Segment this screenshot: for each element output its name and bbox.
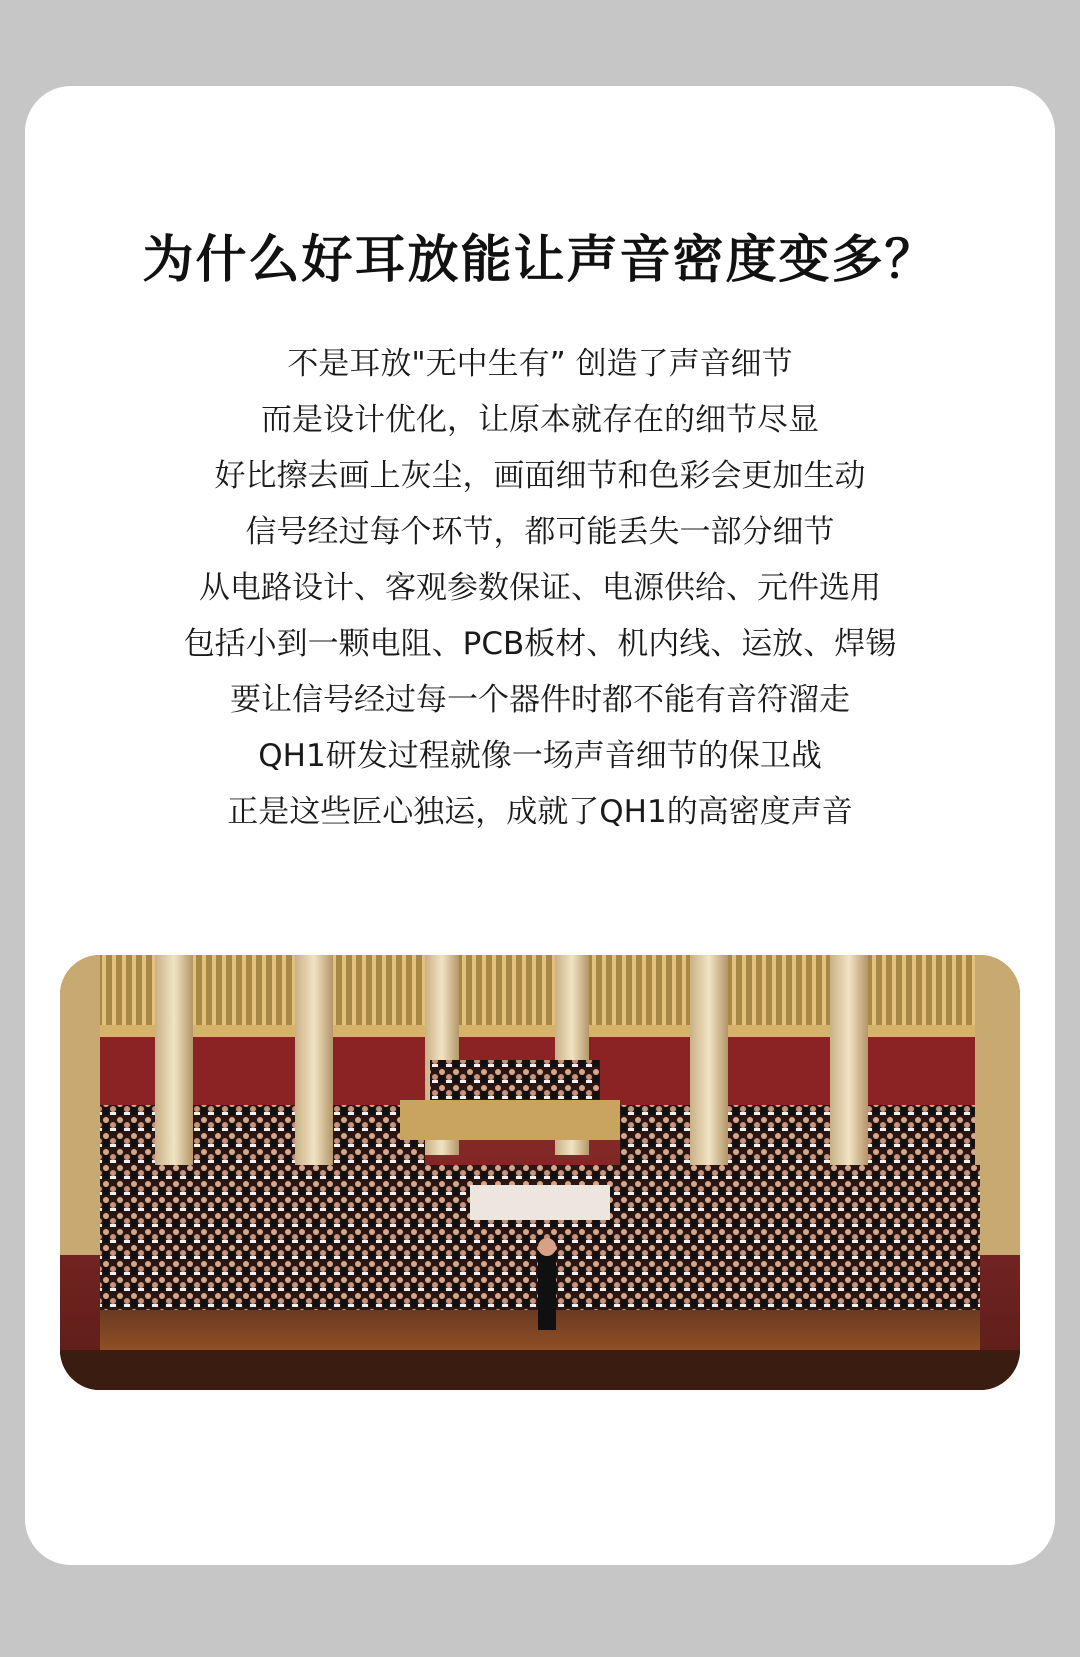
description-line: QH1研发过程就像一场声音细节的保卫战 bbox=[258, 738, 822, 774]
description-line: 不是耳放"无中生有” 创造了声音细节 bbox=[287, 346, 793, 382]
description-line: 正是这些匠心独运，成就了QH1的高密度声音 bbox=[227, 794, 853, 830]
description-line: 好比擦去画上灰尘，画面细节和色彩会更加生动 bbox=[214, 458, 866, 494]
orchestra-photo bbox=[60, 955, 1020, 1390]
page-title: 为什么好耳放能让声音密度变多？ bbox=[142, 231, 938, 290]
description-line: 从电路设计、客观参数保证、电源供给、元件选用 bbox=[199, 570, 881, 606]
description-text bbox=[0, 336, 1080, 840]
description-line: 要让信号经过每一个器件时都不能有音符溜走 bbox=[230, 682, 850, 718]
description-line: 而是设计优化，让原本就存在的细节尽显 bbox=[261, 402, 819, 438]
description-line: 包括小到一颗电阻、PCB板材、机内线、运放、焊锡 bbox=[183, 626, 897, 662]
description-line: 信号经过每个环节，都可能丢失一部分细节 bbox=[245, 514, 835, 550]
